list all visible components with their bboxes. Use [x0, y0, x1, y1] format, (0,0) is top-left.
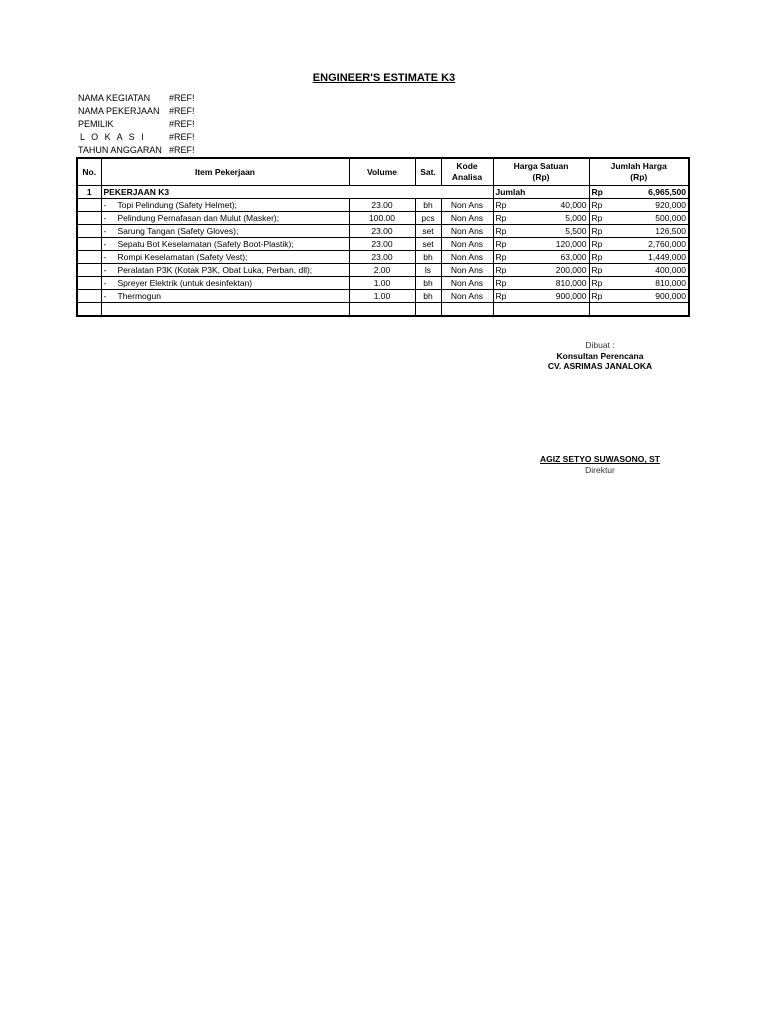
header-kode [441, 158, 493, 186]
row-jumlah-currency: Rp [589, 251, 611, 264]
row-harga: 63,000 [513, 251, 589, 264]
row-kode: Non Ans [441, 277, 493, 290]
row-sat: ls [415, 264, 441, 277]
header-item: Item Pekerjaan [101, 158, 349, 186]
row-dash: - [103, 213, 107, 223]
row-jumlah: 810,000 [611, 277, 689, 290]
section-jumlah-label: Jumlah [493, 186, 589, 199]
table-row [77, 199, 689, 212]
header-harga-line1: Harga Satuan [513, 161, 569, 171]
row-sat: bh [415, 290, 441, 303]
row-dash: - [103, 226, 107, 236]
row-dash: - [103, 252, 107, 262]
row-item-text: Spreyer Elektrik (untuk desinfektan) [117, 278, 253, 288]
row-item [101, 238, 349, 251]
row-volume: 23.00 [349, 238, 415, 251]
row-item-text: Topi Pelindung (Safety Helmet); [117, 200, 238, 210]
row-no [77, 290, 101, 303]
signature-name: AGIZ SETYO SUWASONO, ST [540, 454, 660, 464]
row-no [77, 212, 101, 225]
table-row [77, 238, 689, 251]
row-no [77, 199, 101, 212]
info-value: #REF! [169, 119, 195, 129]
header-jumlah-harga [589, 158, 689, 186]
table-row [77, 264, 689, 277]
row-jumlah: 2,760,000 [611, 238, 689, 251]
row-harga-currency: Rp [493, 212, 513, 225]
row-sat: bh [415, 277, 441, 290]
row-kode: Non Ans [441, 264, 493, 277]
empty-cell [349, 303, 415, 317]
row-harga-currency: Rp [493, 277, 513, 290]
info-value: #REF! [169, 145, 195, 155]
section-total: 6,965,500 [611, 186, 689, 199]
row-item-text: Thermogun [117, 291, 161, 301]
info-value: #REF! [169, 93, 195, 103]
row-item [101, 277, 349, 290]
row-harga-currency: Rp [493, 264, 513, 277]
row-harga: 900,000 [513, 290, 589, 303]
section-name: PEKERJAAN K3 [101, 186, 493, 199]
row-sat: bh [415, 199, 441, 212]
empty-cell [101, 303, 349, 317]
row-item [101, 290, 349, 303]
info-label: PEMILIK [78, 119, 114, 129]
signature-dibuat: Dibuat : [585, 340, 615, 350]
row-volume: 1.00 [349, 277, 415, 290]
empty-cell [441, 303, 493, 317]
row-jumlah: 900,000 [611, 290, 689, 303]
row-item-text: Pelindung Pernafasan dan Mulut (Masker); [117, 213, 280, 223]
row-jumlah: 920,000 [611, 199, 689, 212]
row-harga: 5,000 [513, 212, 589, 225]
row-item [101, 212, 349, 225]
header-sat: Sat. [415, 158, 441, 186]
row-harga: 120,000 [513, 238, 589, 251]
table-header-row [77, 158, 689, 186]
info-label: NAMA PEKERJAAN [78, 106, 160, 116]
info-row-nama-kegiatan [78, 92, 195, 105]
section-row [77, 186, 689, 199]
project-info [78, 92, 195, 157]
estimate-table [76, 157, 690, 317]
info-value: #REF! [169, 132, 195, 142]
empty-cell [415, 303, 441, 317]
row-harga-currency: Rp [493, 251, 513, 264]
row-volume: 23.00 [349, 199, 415, 212]
row-harga-currency: Rp [493, 290, 513, 303]
info-row-tahun-anggaran [78, 144, 195, 157]
empty-cell [493, 303, 513, 317]
info-label: L O K A S I [80, 132, 146, 142]
info-value: #REF! [169, 106, 195, 116]
row-jumlah: 1,449,000 [611, 251, 689, 264]
row-no [77, 251, 101, 264]
row-item-text: Peralatan P3K (Kotak P3K, Obat Luka, Perban, dll); [117, 265, 313, 275]
section-currency: Rp [589, 186, 611, 199]
header-harga-line2: (Rp) [532, 172, 550, 182]
row-dash: - [103, 265, 107, 275]
row-harga: 40,000 [513, 199, 589, 212]
row-sat: pcs [415, 212, 441, 225]
row-kode: Non Ans [441, 225, 493, 238]
header-harga-satuan [493, 158, 589, 186]
row-kode: Non Ans [441, 199, 493, 212]
info-row-pemilik [78, 118, 195, 131]
row-jumlah: 126,500 [611, 225, 689, 238]
row-item-text: Rompi Keselamatan (Safety Vest); [117, 252, 248, 262]
row-sat: bh [415, 251, 441, 264]
row-no [77, 264, 101, 277]
row-jumlah-currency: Rp [589, 212, 611, 225]
row-item [101, 264, 349, 277]
row-no [77, 225, 101, 238]
row-kode: Non Ans [441, 251, 493, 264]
row-jumlah: 400,000 [611, 264, 689, 277]
empty-cell [611, 303, 689, 317]
row-volume: 23.00 [349, 251, 415, 264]
section-no: 1 [77, 186, 101, 199]
row-sat: set [415, 238, 441, 251]
row-harga: 5,500 [513, 225, 589, 238]
row-jumlah-currency: Rp [589, 277, 611, 290]
row-jumlah-currency: Rp [589, 290, 611, 303]
row-item [101, 251, 349, 264]
header-no: No. [77, 158, 101, 186]
signature-position: Direktur [585, 465, 615, 475]
row-item-text: Sarung Tangan (Safety Gloves); [117, 226, 239, 236]
document-title: ENGINEER'S ESTIMATE K3 [312, 72, 456, 84]
row-volume: 100.00 [349, 212, 415, 225]
empty-cell [589, 303, 611, 317]
table-row [77, 277, 689, 290]
row-harga-currency: Rp [493, 238, 513, 251]
row-dash: - [103, 239, 107, 249]
row-jumlah-currency: Rp [589, 264, 611, 277]
row-jumlah: 500,000 [611, 212, 689, 225]
row-harga-currency: Rp [493, 225, 513, 238]
row-item [101, 225, 349, 238]
table-empty-row [77, 303, 689, 317]
row-kode: Non Ans [441, 212, 493, 225]
row-jumlah-currency: Rp [589, 199, 611, 212]
table-row [77, 251, 689, 264]
table-row [77, 290, 689, 303]
row-dash: - [103, 200, 107, 210]
empty-cell [77, 303, 101, 317]
signature-firm-line2: CV. ASRIMAS JANALOKA [547, 361, 653, 371]
row-kode: Non Ans [441, 290, 493, 303]
row-jumlah-currency: Rp [589, 238, 611, 251]
info-row-lokasi [78, 131, 195, 144]
table-row [77, 225, 689, 238]
row-no [77, 238, 101, 251]
info-label: TAHUN ANGGARAN [78, 145, 162, 155]
row-no [77, 277, 101, 290]
info-row-nama-pekerjaan [78, 105, 195, 118]
row-harga-currency: Rp [493, 199, 513, 212]
row-dash: - [103, 291, 107, 301]
row-harga: 200,000 [513, 264, 589, 277]
header-volume: Volume [349, 158, 415, 186]
row-dash: - [103, 278, 107, 288]
header-kode-line2: Analisa [451, 172, 483, 182]
row-volume: 1.00 [349, 290, 415, 303]
row-kode: Non Ans [441, 238, 493, 251]
row-sat: set [415, 225, 441, 238]
header-jumlah-line2: (Rp) [630, 172, 648, 182]
table-row [77, 212, 689, 225]
info-label: NAMA KEGIATAN [78, 93, 151, 103]
empty-cell [513, 303, 589, 317]
row-volume: 2.00 [349, 264, 415, 277]
row-harga: 810,000 [513, 277, 589, 290]
row-jumlah-currency: Rp [589, 225, 611, 238]
row-item [101, 199, 349, 212]
header-kode-line1: Kode [456, 161, 478, 171]
row-item-text: Sepatu Bot Keselamatan (Safety Boot-Plastik); [117, 239, 294, 249]
signature-firm-line1: Konsultan Perencana [556, 351, 644, 361]
row-volume: 23.00 [349, 225, 415, 238]
header-jumlah-line1: Jumlah Harga [610, 161, 667, 171]
